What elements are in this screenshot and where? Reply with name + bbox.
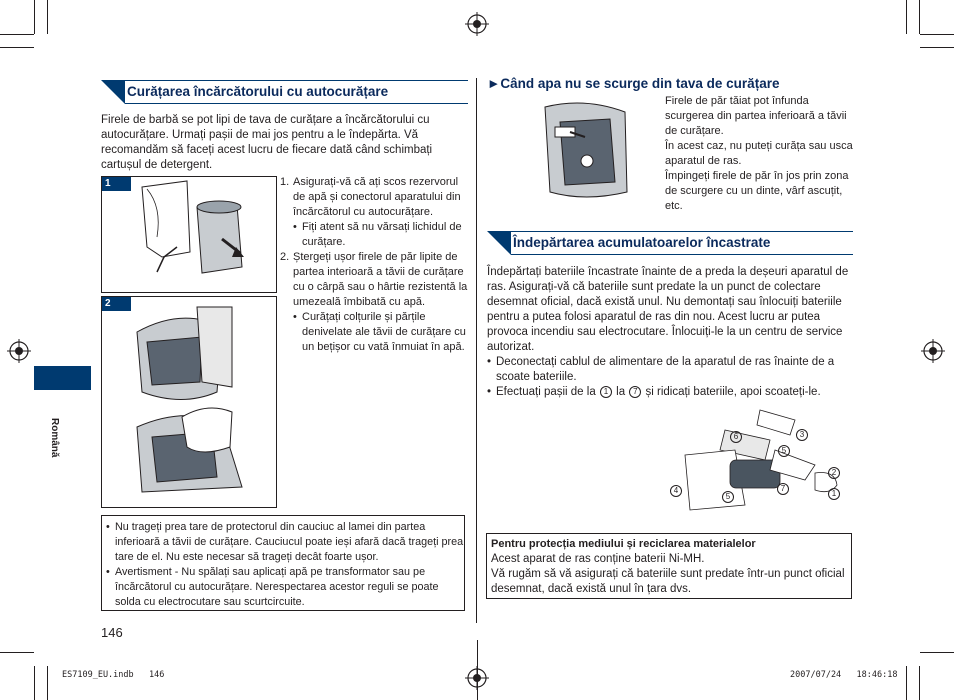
registration-mark-icon (465, 12, 489, 36)
drain-text: Firele de păr tăiat pot înfunda scurgerea din partea inferioară a tăvii de curățare. În acest caz, nu puteți curăța sau usca aparatul de ras. Împingeți firele de păr în jos prin zona de scurgere cu un dinte, vârf ascuțit, etc. (665, 95, 853, 212)
warning-item: • Nu trageți prea tare de protectorul din cauciuc al lamei din partea inferioară a tăvii de curățare. Cauciucul poate ieși afară dacă trageți prea tare de el. Nu este necesar să trageți decât foarte ușor. (106, 520, 464, 565)
crop-mark (920, 652, 954, 653)
steps-list (280, 175, 470, 355)
step-1 (280, 175, 470, 220)
bullet-disconnect: • Deconectați cablul de alimentare de la aparatul de ras înainte de a scoate bateriile. (487, 355, 857, 385)
warnings-box (101, 515, 465, 611)
crop-mark (0, 652, 34, 653)
footer-datetime: 2007/07/24 18:46:18 (790, 670, 898, 680)
environment-line: Vă rugăm să vă asigurați că bateriile sunt predate într-un punct oficial desemnat, dacă există unul în țara dvs. (491, 568, 845, 595)
language-tab (34, 366, 91, 390)
step-2 (280, 250, 470, 310)
registration-mark-icon (465, 666, 489, 690)
column-divider (476, 78, 477, 623)
crop-mark (47, 0, 48, 34)
step2-illustration (101, 296, 277, 508)
crop-mark (34, 666, 35, 700)
step-circle-7: 7 (629, 386, 641, 398)
step1-illustration (101, 176, 277, 293)
crop-mark (920, 47, 954, 48)
intro-paragraph: Firele de barbă se pot lipi de tava de curățare a încărcătorului cu autocurățare. Urmați pașii de mai jos pentru a le îndepărta. Vă recomandăm să faceți acest lucru de fiecare dată când schimbați cartușul de detergent. (101, 114, 433, 171)
step-1-number: 1. (280, 176, 290, 188)
crop-mark (47, 666, 48, 700)
step-2-note: • Curățați colțurile și părțile denivelate ale tăvii de curățare cu un bețișor cu vată înmuiat în apă. (293, 310, 470, 355)
batteries-bullets (487, 355, 857, 400)
registration-mark-icon (7, 339, 31, 363)
diagram-callout-1: 1 (828, 488, 840, 500)
batteries-intro: Îndepărtați bateriile încastrate înainte de a preda la deșeuri aparatul de ras. Asigurați-vă că bateriile sunt predate la un punct de colectare desemnat oficial, dacă există unul. Nu demontați sau înlocuiți bateriile pentru a putea folosi aparatul de ras din nou. Acest lucru ar putea provoca incendiu sau electrocutare. Înlocuiți-le la un centru de service autorizat. (487, 266, 849, 353)
bullet-steps (487, 385, 857, 400)
disassembly-diagram (665, 405, 850, 517)
environment-box (486, 533, 852, 599)
crop-mark (0, 47, 34, 48)
crop-mark (0, 34, 34, 35)
environment-line: Acest aparat de ras conține baterii Ni-MH. (491, 553, 705, 565)
drain-illustration (515, 97, 655, 207)
heading-text: Curățarea încărcătorului cu autocurățare (127, 84, 389, 99)
crop-mark (920, 34, 954, 35)
registration-mark-icon (921, 339, 945, 363)
drain-subheading: ►Când apa nu se scurge din tava de curățare (487, 76, 780, 91)
charger-illustration (102, 177, 276, 292)
bullet-steps-text: și ridicați bateriile, apoi scoateți-le. (645, 386, 821, 398)
diagram-callout-2: 2 (828, 467, 840, 479)
diagram-callout-3: 3 (796, 429, 808, 441)
footer-file: ES7109_EU.indb 146 (62, 670, 165, 680)
drain-tray-illustration (515, 97, 655, 207)
language-label: Română (49, 418, 60, 458)
diagram-callout-7: 7 (777, 483, 789, 495)
crop-mark (34, 0, 35, 34)
step-circle-1: 1 (600, 386, 612, 398)
crop-mark (919, 0, 920, 34)
step-2-number: 2. (280, 251, 290, 263)
heading-text: Îndepărtarea acumulatoarelor încastrate (513, 235, 771, 250)
environment-title: Pentru protecția mediului și reciclarea materialelor (491, 538, 756, 550)
crop-mark (906, 666, 907, 700)
warning-item: • Avertisment - Nu spălați sau aplicați apă pe transformator sau pe încărcătorul cu autocurățare. Nerespectarea acestor reguli se poate solda cu electrocutare sau scurtcircuite. (106, 565, 464, 610)
section-heading-batteries (487, 231, 853, 255)
step1-badge: 1 (102, 177, 131, 191)
shaver-disassembly-illustration (665, 405, 850, 517)
cleaning-tray-illustration (102, 297, 276, 507)
bullet-steps-text: Efectuați pașii de la (496, 386, 596, 398)
crop-mark (906, 0, 907, 34)
bullet-steps-text: la (616, 386, 626, 398)
step2-badge: 2 (102, 297, 131, 311)
diagram-callout-6: 6 (730, 431, 742, 443)
diagram-callout-5: 5 (778, 445, 790, 457)
diagram-callout-5b: 5 (722, 491, 734, 503)
crop-mark (919, 666, 920, 700)
diagram-callout-4: 4 (670, 485, 682, 497)
section-heading-cleaning (101, 80, 468, 104)
step-2-text: Ștergeți ușor firele de păr lipite de partea interioară a tăvii de curățare cu o cârpă sau o hârtie rezistentă la umezeală îmbibată cu apă. (293, 251, 468, 308)
step-1-text: Asigurați-vă că ați scos rezervorul de apă și conectorul aparatului din încărcătorul cu autocurățare. (293, 176, 461, 218)
page-number: 146 (101, 625, 123, 640)
step-1-note: • Fiți atent să nu vărsați lichidul de curățare. (293, 220, 470, 250)
